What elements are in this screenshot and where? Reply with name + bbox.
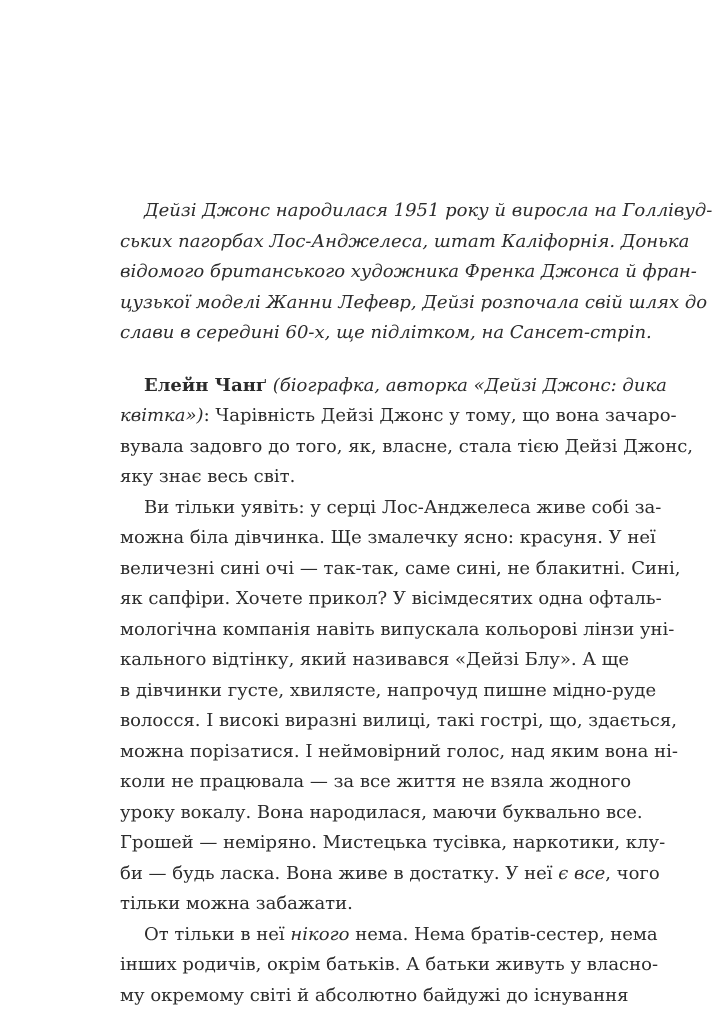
speaker-name: Елейн Чанґ [144, 375, 268, 396]
paragraph2-line-9: можна порізатися. І неймовірний голос, над яким вона ні- [120, 741, 678, 762]
intro-line-2: ських пагорбах Лос-Анджелеса, штат Каліфорнія. Донька [120, 231, 690, 252]
paragraph2-line-6: кального відтінку, який називався «Дейзі Блу». А ще [120, 649, 630, 670]
paragraph2-line-1: Ви тільки уявіть: у серці Лос-Анджелеса живе собі за- [144, 497, 662, 518]
paragraph3-line-1: От тільки в неї нікого нема. Нема братів-сестер, нема [144, 924, 658, 945]
paragraph1-line-3: вувала задовго до того, як, власне, стала тією Дейзі Джонс, [120, 436, 693, 457]
paragraph2-line-13: би — будь ласка. Вона живе в достатку. У неї є все, чого [120, 863, 660, 884]
paragraph1-line-4: яку знає весь світ. [120, 466, 296, 487]
paragraph2-line-10: коли не працювала — за все життя не взяла жодного [120, 771, 632, 792]
paragraph1-line-2: квітка»): Чарівність Дейзі Джонс у тому, що вона зачаро- [120, 405, 677, 426]
paragraph2-line-3: величезні сині очі — так-так, саме сині, не блакитні. Сині, [120, 558, 681, 579]
paragraph2-line-2: можна біла дівчинка. Ще змалечку ясно: красуня. У неї [120, 527, 656, 548]
speaker-note: (біографка, авторка «Дейзі Джонс: дика [272, 375, 667, 396]
paragraph2-line-8: волосся. І високі виразні вилиці, такі гострі, що, здається, [120, 710, 677, 731]
intro-line-3: відомого британського художника Френка Джонса й фран- [120, 261, 697, 282]
intro-line-5: слави в середині 60-х, ще підлітком, на Сансет-стріп. [120, 322, 652, 343]
paragraph3-line-3: му окремому світі й абсолютно байдужі до існування [120, 985, 629, 1006]
paragraph2-line-4: як сапфіри. Хочете прикол? У вісімдесятих одна офталь- [120, 588, 662, 609]
intro-line-1: Дейзі Джонс народилася 1951 року й виросла на Голлівуд- [144, 200, 713, 221]
paragraph3-line-2: інших родичів, окрім батьків. А батьки живуть у власно- [120, 954, 659, 975]
paragraph2-line-5: мологічна компанія навіть випускала кольорові лінзи уні- [120, 619, 675, 640]
paragraph2-line-7: в дівчинки густе, хвилясте, напрочуд пишне мідно-руде [120, 680, 657, 701]
paragraph2-line-12: Грошей — неміряно. Мистецька тусівка, наркотики, клу- [120, 832, 666, 853]
intro-line-4: цузької моделі Жанни Лефевр, Дейзі розпочала свій шлях до [120, 292, 708, 313]
paragraph2-line-11: уроку вокалу. Вона народилася, маючи буквально все. [120, 802, 643, 823]
paragraph1-line-1 [144, 371, 667, 401]
paragraph2-line-14: тільки можна забажати. [120, 893, 353, 914]
